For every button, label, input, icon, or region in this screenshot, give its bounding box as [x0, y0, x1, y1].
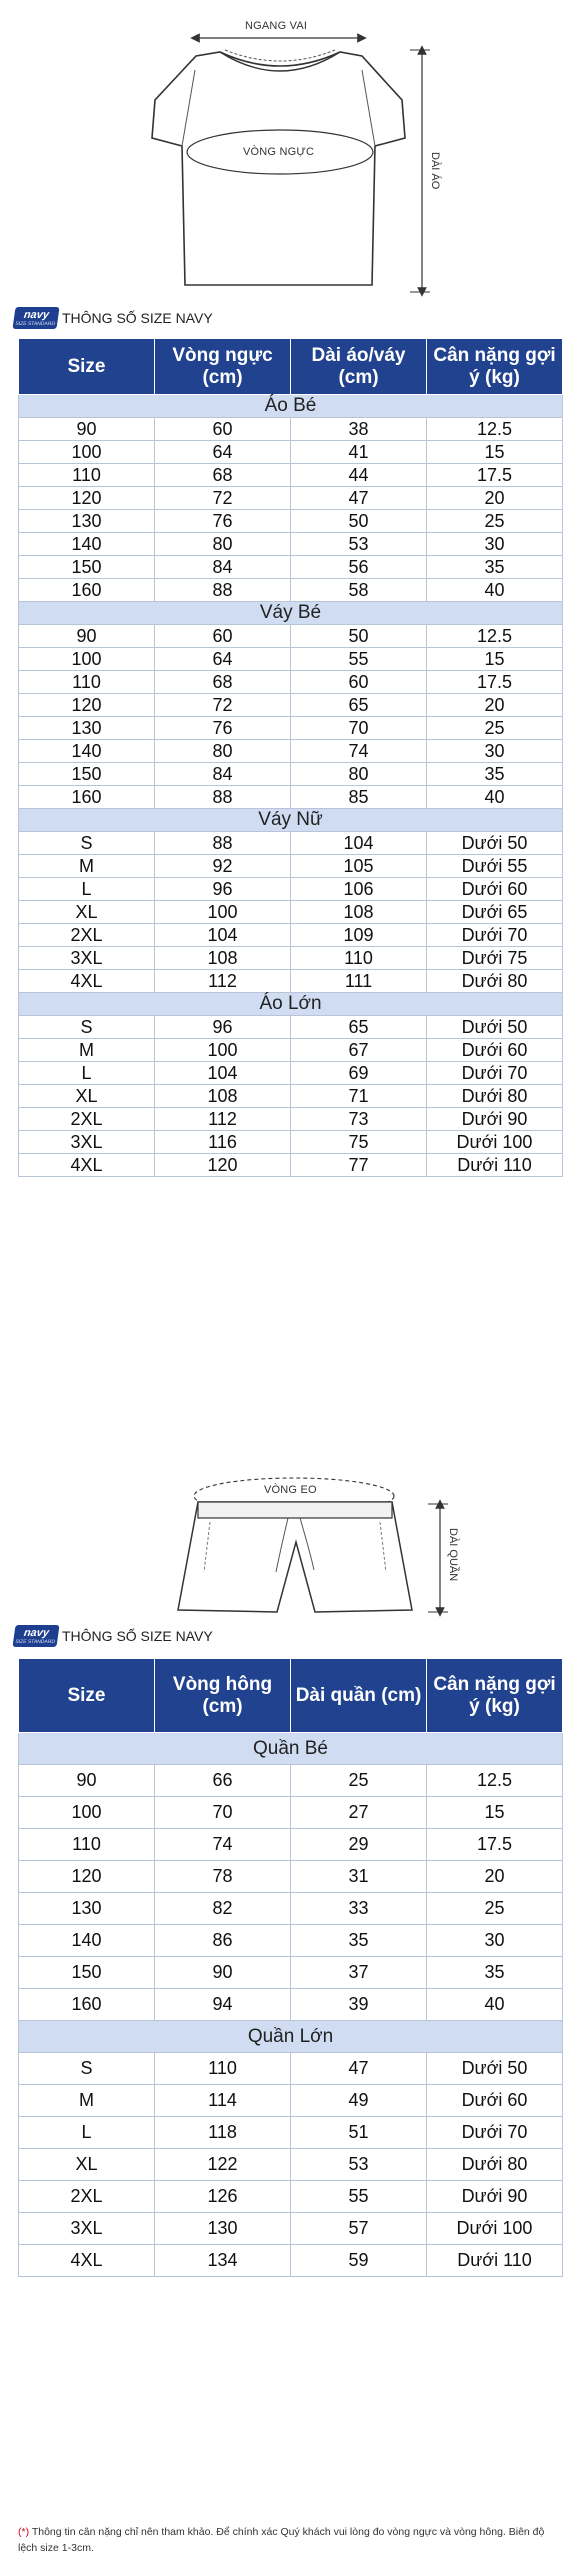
bottom-table-heading [14, 1623, 213, 1649]
table-cell: 86 [155, 1925, 291, 1957]
table-cell: 31 [291, 1861, 427, 1893]
table-cell: 55 [291, 2181, 427, 2213]
table-cell: 27 [291, 1797, 427, 1829]
table-cell: 85 [291, 786, 427, 809]
table-cell: 112 [155, 1108, 291, 1131]
table-cell: 53 [291, 2149, 427, 2181]
table-cell: 90 [19, 1765, 155, 1797]
footnote [18, 2524, 566, 2556]
table-cell: 150 [19, 1957, 155, 1989]
table-cell: 88 [155, 786, 291, 809]
table-cell: 100 [19, 648, 155, 671]
table-cell: 2XL [19, 1108, 155, 1131]
table-cell: 110 [19, 671, 155, 694]
table-cell: S [19, 1016, 155, 1039]
table-cell: 84 [155, 763, 291, 786]
table-cell: 65 [291, 1016, 427, 1039]
table-cell: 3XL [19, 2213, 155, 2245]
shoulder-label: NGANG VAI [245, 20, 308, 32]
table-cell: 80 [155, 533, 291, 556]
table-cell: Dưới 65 [427, 901, 563, 924]
table-cell: Dưới 50 [427, 832, 563, 855]
table-cell: 150 [19, 556, 155, 579]
table-cell: Dưới 100 [427, 1131, 563, 1154]
table-cell: 25 [427, 717, 563, 740]
footnote-text: Thông tin cân nặng chỉ nên tham khảo. Để chính xác Quý khách vui lòng đo vòng ngực và vòng hông. Biên độ lệch size 1-3cm. [18, 2526, 545, 2554]
table-cell: 105 [291, 855, 427, 878]
table-row [19, 1039, 563, 1062]
table-cell: 35 [427, 1957, 563, 1989]
table-row [19, 2117, 563, 2149]
table-row [19, 1108, 563, 1131]
table-row [19, 924, 563, 947]
header-weight: Cân nặng gợi ý (kg) [427, 339, 563, 395]
waist-label: VÒNG EO [264, 1484, 317, 1496]
table-cell: Dưới 50 [427, 1016, 563, 1039]
table-cell: 67 [291, 1039, 427, 1062]
table-cell: M [19, 855, 155, 878]
table-row [19, 901, 563, 924]
table-cell: 57 [291, 2213, 427, 2245]
table-cell: 15 [427, 1797, 563, 1829]
table-cell: 76 [155, 510, 291, 533]
section-title: Quần Lớn [19, 2021, 563, 2053]
table-cell: 118 [155, 2117, 291, 2149]
table-cell: 111 [291, 970, 427, 993]
table-cell: Dưới 90 [427, 1108, 563, 1131]
table-cell: 66 [155, 1765, 291, 1797]
table-row [19, 625, 563, 648]
table-cell: M [19, 2085, 155, 2117]
table-cell: 110 [155, 2053, 291, 2085]
table-cell: 68 [155, 671, 291, 694]
table-cell: 108 [155, 1085, 291, 1108]
header-length: Dài quần (cm) [291, 1659, 427, 1733]
table-cell: 140 [19, 1925, 155, 1957]
table-cell: 64 [155, 441, 291, 464]
table-cell: 65 [291, 694, 427, 717]
table-row [19, 2149, 563, 2181]
table-cell: 41 [291, 441, 427, 464]
table-cell: 72 [155, 487, 291, 510]
table-cell: 35 [291, 1925, 427, 1957]
table-row [19, 763, 563, 786]
table-cell: Dưới 55 [427, 855, 563, 878]
section-title: Váy Nữ [19, 809, 563, 832]
table-row [19, 2213, 563, 2245]
table-cell: 90 [19, 418, 155, 441]
table-row [19, 1016, 563, 1039]
table-cell: 44 [291, 464, 427, 487]
table-cell: 51 [291, 2117, 427, 2149]
table-cell: 15 [427, 648, 563, 671]
table-cell: 112 [155, 970, 291, 993]
table-row [19, 947, 563, 970]
table-cell: 82 [155, 1893, 291, 1925]
table-cell: 78 [155, 1861, 291, 1893]
table-cell: 130 [155, 2213, 291, 2245]
table-row [19, 1925, 563, 1957]
table-cell: Dưới 60 [427, 2085, 563, 2117]
table-cell: 80 [291, 763, 427, 786]
table-cell: 30 [427, 533, 563, 556]
table-cell: 53 [291, 533, 427, 556]
navy-logo: navy SIZE STANDARD [12, 1625, 59, 1647]
table-row [19, 2181, 563, 2213]
header-hip: Vòng hông (cm) [155, 1659, 291, 1733]
table-cell: Dưới 80 [427, 1085, 563, 1108]
table-cell: 49 [291, 2085, 427, 2117]
shirt-length-label: DÀI ÁO [429, 152, 441, 190]
table-row [19, 1085, 563, 1108]
table-cell: 40 [427, 1989, 563, 2021]
header-size: Size [19, 339, 155, 395]
table-row [19, 740, 563, 763]
table-cell: 104 [291, 832, 427, 855]
table-cell: 60 [291, 671, 427, 694]
table-cell: 72 [155, 694, 291, 717]
table-cell: 68 [155, 464, 291, 487]
table-cell: 114 [155, 2085, 291, 2117]
table-cell: Dưới 50 [427, 2053, 563, 2085]
table-row [19, 970, 563, 993]
table-cell: 100 [155, 1039, 291, 1062]
table-cell: 90 [19, 625, 155, 648]
table-cell: 59 [291, 2245, 427, 2277]
table-cell: 100 [19, 441, 155, 464]
table-cell: 110 [19, 464, 155, 487]
table-cell: Dưới 90 [427, 2181, 563, 2213]
table-cell: 106 [291, 878, 427, 901]
table-cell: Dưới 70 [427, 2117, 563, 2149]
table-cell: 20 [427, 1861, 563, 1893]
table-cell: 17.5 [427, 671, 563, 694]
table-row [19, 1893, 563, 1925]
table-cell: 122 [155, 2149, 291, 2181]
table-row [19, 1989, 563, 2021]
table-cell: S [19, 2053, 155, 2085]
table-cell: 110 [291, 947, 427, 970]
table-cell: 35 [427, 763, 563, 786]
table-cell: 38 [291, 418, 427, 441]
table-cell: 4XL [19, 2245, 155, 2277]
table-row [19, 648, 563, 671]
table-cell: 74 [291, 740, 427, 763]
table-cell: XL [19, 2149, 155, 2181]
navy-logo: navy SIZE STANDARD [12, 307, 59, 329]
table-cell: 110 [19, 1829, 155, 1861]
table-cell: 120 [19, 1861, 155, 1893]
table-cell: 35 [427, 556, 563, 579]
table-cell: L [19, 878, 155, 901]
table-cell: 50 [291, 625, 427, 648]
bottom-table-title: THÔNG SỐ SIZE NAVY [62, 1628, 213, 1644]
header-length: Dài áo/váy (cm) [291, 339, 427, 395]
table-cell: 12.5 [427, 418, 563, 441]
table-cell: 33 [291, 1893, 427, 1925]
table-cell: 96 [155, 1016, 291, 1039]
table-cell: 12.5 [427, 625, 563, 648]
section-title: Quần Bé [19, 1733, 563, 1765]
table-cell: 109 [291, 924, 427, 947]
table-cell: 60 [155, 625, 291, 648]
table-cell: 160 [19, 1989, 155, 2021]
section-row [19, 395, 563, 418]
table-row [19, 717, 563, 740]
table-cell: 88 [155, 832, 291, 855]
table-cell: 37 [291, 1957, 427, 1989]
table-row [19, 1765, 563, 1797]
table-cell: 108 [155, 947, 291, 970]
table-row [19, 441, 563, 464]
section-row [19, 993, 563, 1016]
table-cell: 40 [427, 579, 563, 602]
table-cell: M [19, 1039, 155, 1062]
table-cell: Dưới 100 [427, 2213, 563, 2245]
table-cell: 120 [155, 1154, 291, 1177]
section-title: Áo Lớn [19, 993, 563, 1016]
table-cell: Dưới 110 [427, 2245, 563, 2277]
table-row [19, 855, 563, 878]
table-cell: 2XL [19, 924, 155, 947]
table-cell: Dưới 80 [427, 970, 563, 993]
table-cell: 108 [291, 901, 427, 924]
table-cell: 30 [427, 1925, 563, 1957]
table-cell: 120 [19, 487, 155, 510]
table-cell: 100 [19, 1797, 155, 1829]
section-row [19, 809, 563, 832]
table-row [19, 832, 563, 855]
table-cell: 70 [155, 1797, 291, 1829]
table-cell: 160 [19, 579, 155, 602]
table-cell: 2XL [19, 2181, 155, 2213]
table-cell: 90 [155, 1957, 291, 1989]
table-row [19, 1154, 563, 1177]
table-cell: 126 [155, 2181, 291, 2213]
section-row [19, 2021, 563, 2053]
table-cell: 3XL [19, 1131, 155, 1154]
table-cell: 17.5 [427, 464, 563, 487]
table-row [19, 878, 563, 901]
table-cell: 12.5 [427, 1765, 563, 1797]
table-cell: 64 [155, 648, 291, 671]
table-cell: 39 [291, 1989, 427, 2021]
table-cell: 100 [155, 901, 291, 924]
table-cell: 134 [155, 2245, 291, 2277]
section-row [19, 1733, 563, 1765]
table-cell: 74 [155, 1829, 291, 1861]
table-cell: 76 [155, 717, 291, 740]
table-cell: 94 [155, 1989, 291, 2021]
top-table-title: THÔNG SỐ SIZE NAVY [62, 310, 213, 326]
table-row [19, 1062, 563, 1085]
shorts-diagram [0, 1462, 580, 1620]
table-cell: 40 [427, 786, 563, 809]
table-cell: 130 [19, 1893, 155, 1925]
table-row [19, 1957, 563, 1989]
table-row [19, 1829, 563, 1861]
table-cell: 56 [291, 556, 427, 579]
table-cell: Dưới 70 [427, 1062, 563, 1085]
shorts-size-table [18, 1658, 563, 2277]
table-cell: Dưới 110 [427, 1154, 563, 1177]
table-cell: 80 [155, 740, 291, 763]
header-size: Size [19, 1659, 155, 1733]
table-cell: 4XL [19, 1154, 155, 1177]
table-cell: 58 [291, 579, 427, 602]
table-cell: 71 [291, 1085, 427, 1108]
table-cell: 104 [155, 924, 291, 947]
chest-label: VÒNG NGỰC [243, 146, 315, 158]
table-row [19, 2053, 563, 2085]
table-cell: 120 [19, 694, 155, 717]
top-table-heading [14, 305, 213, 331]
table-cell: 92 [155, 855, 291, 878]
table-cell: 25 [427, 510, 563, 533]
table-row [19, 1797, 563, 1829]
section-title: Váy Bé [19, 602, 563, 625]
table-cell: 73 [291, 1108, 427, 1131]
table-row [19, 2085, 563, 2117]
table-cell: Dưới 60 [427, 878, 563, 901]
table-row [19, 556, 563, 579]
table-cell: L [19, 2117, 155, 2149]
table-cell: 77 [291, 1154, 427, 1177]
table-cell: 47 [291, 2053, 427, 2085]
table-cell: 84 [155, 556, 291, 579]
header-weight: Cân nặng gợi ý (kg) [427, 1659, 563, 1733]
table-row [19, 510, 563, 533]
table-cell: 160 [19, 786, 155, 809]
table-cell: 116 [155, 1131, 291, 1154]
table-cell: 55 [291, 648, 427, 671]
table-cell: S [19, 832, 155, 855]
shirt-diagram [0, 0, 580, 300]
table-cell: 75 [291, 1131, 427, 1154]
table-cell: 47 [291, 487, 427, 510]
table-row [19, 1861, 563, 1893]
footnote-marker: (*) [18, 2526, 30, 2538]
table-cell: 88 [155, 579, 291, 602]
table-cell: 30 [427, 740, 563, 763]
table-cell: 15 [427, 441, 563, 464]
table-cell: Dưới 80 [427, 2149, 563, 2181]
table-cell: 17.5 [427, 1829, 563, 1861]
table-header-row [19, 339, 563, 395]
table-cell: Dưới 75 [427, 947, 563, 970]
section-row [19, 602, 563, 625]
table-cell: 150 [19, 763, 155, 786]
table-cell: 140 [19, 533, 155, 556]
table-row [19, 418, 563, 441]
section-title: Áo Bé [19, 395, 563, 418]
table-cell: L [19, 1062, 155, 1085]
table-cell: 25 [427, 1893, 563, 1925]
table-cell: 25 [291, 1765, 427, 1797]
header-chest: Vòng ngực (cm) [155, 339, 291, 395]
table-cell: 20 [427, 487, 563, 510]
table-cell: XL [19, 1085, 155, 1108]
table-cell: 140 [19, 740, 155, 763]
table-cell: 70 [291, 717, 427, 740]
table-row [19, 786, 563, 809]
shirt-size-table [18, 338, 563, 1177]
table-row [19, 464, 563, 487]
table-cell: 29 [291, 1829, 427, 1861]
table-cell: 130 [19, 510, 155, 533]
table-cell: 130 [19, 717, 155, 740]
table-cell: 3XL [19, 947, 155, 970]
table-header-row [19, 1659, 563, 1733]
table-row [19, 487, 563, 510]
table-cell: 96 [155, 878, 291, 901]
table-cell: 4XL [19, 970, 155, 993]
table-row [19, 694, 563, 717]
table-row [19, 579, 563, 602]
table-cell: XL [19, 901, 155, 924]
table-cell: 20 [427, 694, 563, 717]
table-cell: 50 [291, 510, 427, 533]
table-row [19, 2245, 563, 2277]
table-cell: 104 [155, 1062, 291, 1085]
table-cell: 69 [291, 1062, 427, 1085]
table-cell: 60 [155, 418, 291, 441]
table-row [19, 1131, 563, 1154]
table-cell: Dưới 70 [427, 924, 563, 947]
table-row [19, 533, 563, 556]
table-row [19, 671, 563, 694]
shorts-length-label: DÀI QUẦN [447, 1528, 459, 1582]
table-cell: Dưới 60 [427, 1039, 563, 1062]
